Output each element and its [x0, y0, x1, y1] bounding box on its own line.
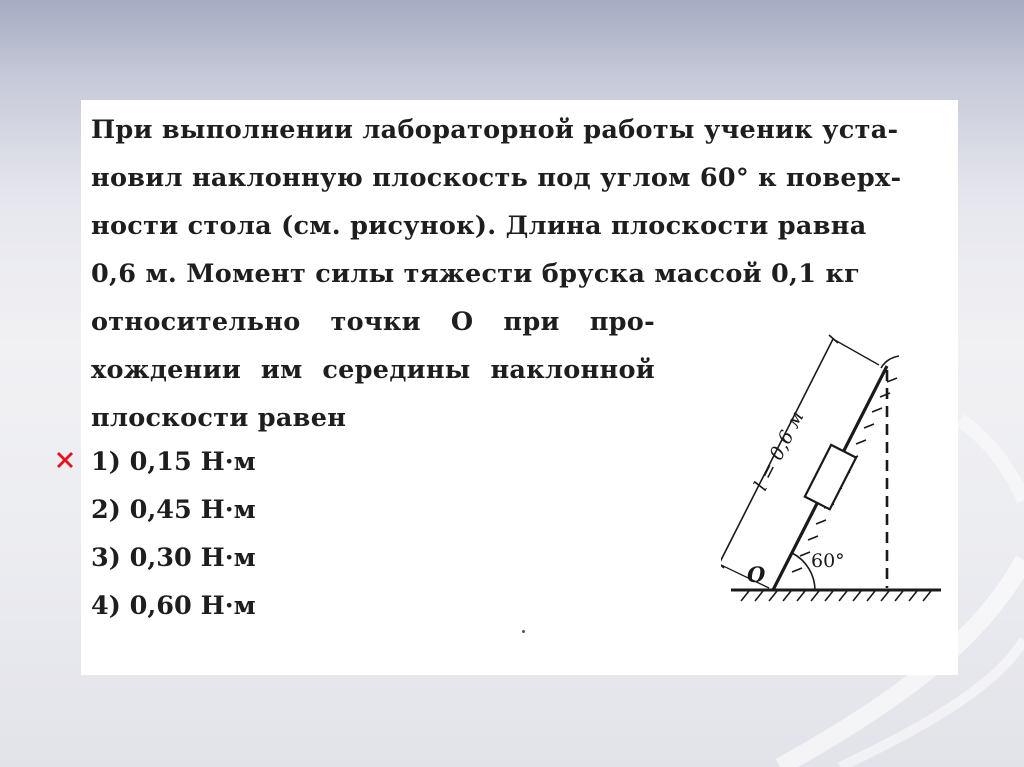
- block: [805, 445, 856, 509]
- problem-card: [81, 100, 958, 675]
- angle-label: 60°: [811, 550, 845, 572]
- answer-option-label: 1) 0,15 Н·м: [91, 447, 256, 477]
- answer-options: [91, 438, 256, 630]
- stray-dot: [522, 630, 525, 633]
- answer-option-3[interactable]: [91, 534, 256, 582]
- inclined-plane-figure: [721, 328, 951, 618]
- answer-option-label: 4) 0,60 Н·м: [91, 591, 256, 621]
- problem-line: ности стола (см. рисунок). Длина плоскости равна: [91, 211, 867, 241]
- problem-line: плоскости равен: [91, 403, 347, 433]
- answer-option-label: 3) 0,30 Н·м: [91, 543, 256, 573]
- answer-option-4[interactable]: [91, 582, 256, 630]
- answer-option-1[interactable]: [91, 438, 256, 486]
- answer-option-2[interactable]: [91, 486, 256, 534]
- problem-line: относительно точки O при про-: [91, 307, 655, 337]
- point-o-label: O: [747, 562, 766, 587]
- cross-icon: [53, 448, 77, 472]
- problem-line: новил наклонную плоскость под углом 60° к поверх-: [91, 163, 902, 193]
- problem-line: хождении им середины наклонной: [91, 355, 655, 385]
- problem-line: 0,6 м. Момент силы тяжести бруска массой 0,1 кг: [91, 259, 861, 289]
- ground-hatching: [741, 591, 931, 601]
- length-label: l = 0,6 м: [749, 407, 809, 495]
- problem-line: При выполнении лабораторной работы ученик уста-: [91, 115, 899, 145]
- answer-option-label: 2) 0,45 Н·м: [91, 495, 256, 525]
- top-arc: [881, 356, 899, 368]
